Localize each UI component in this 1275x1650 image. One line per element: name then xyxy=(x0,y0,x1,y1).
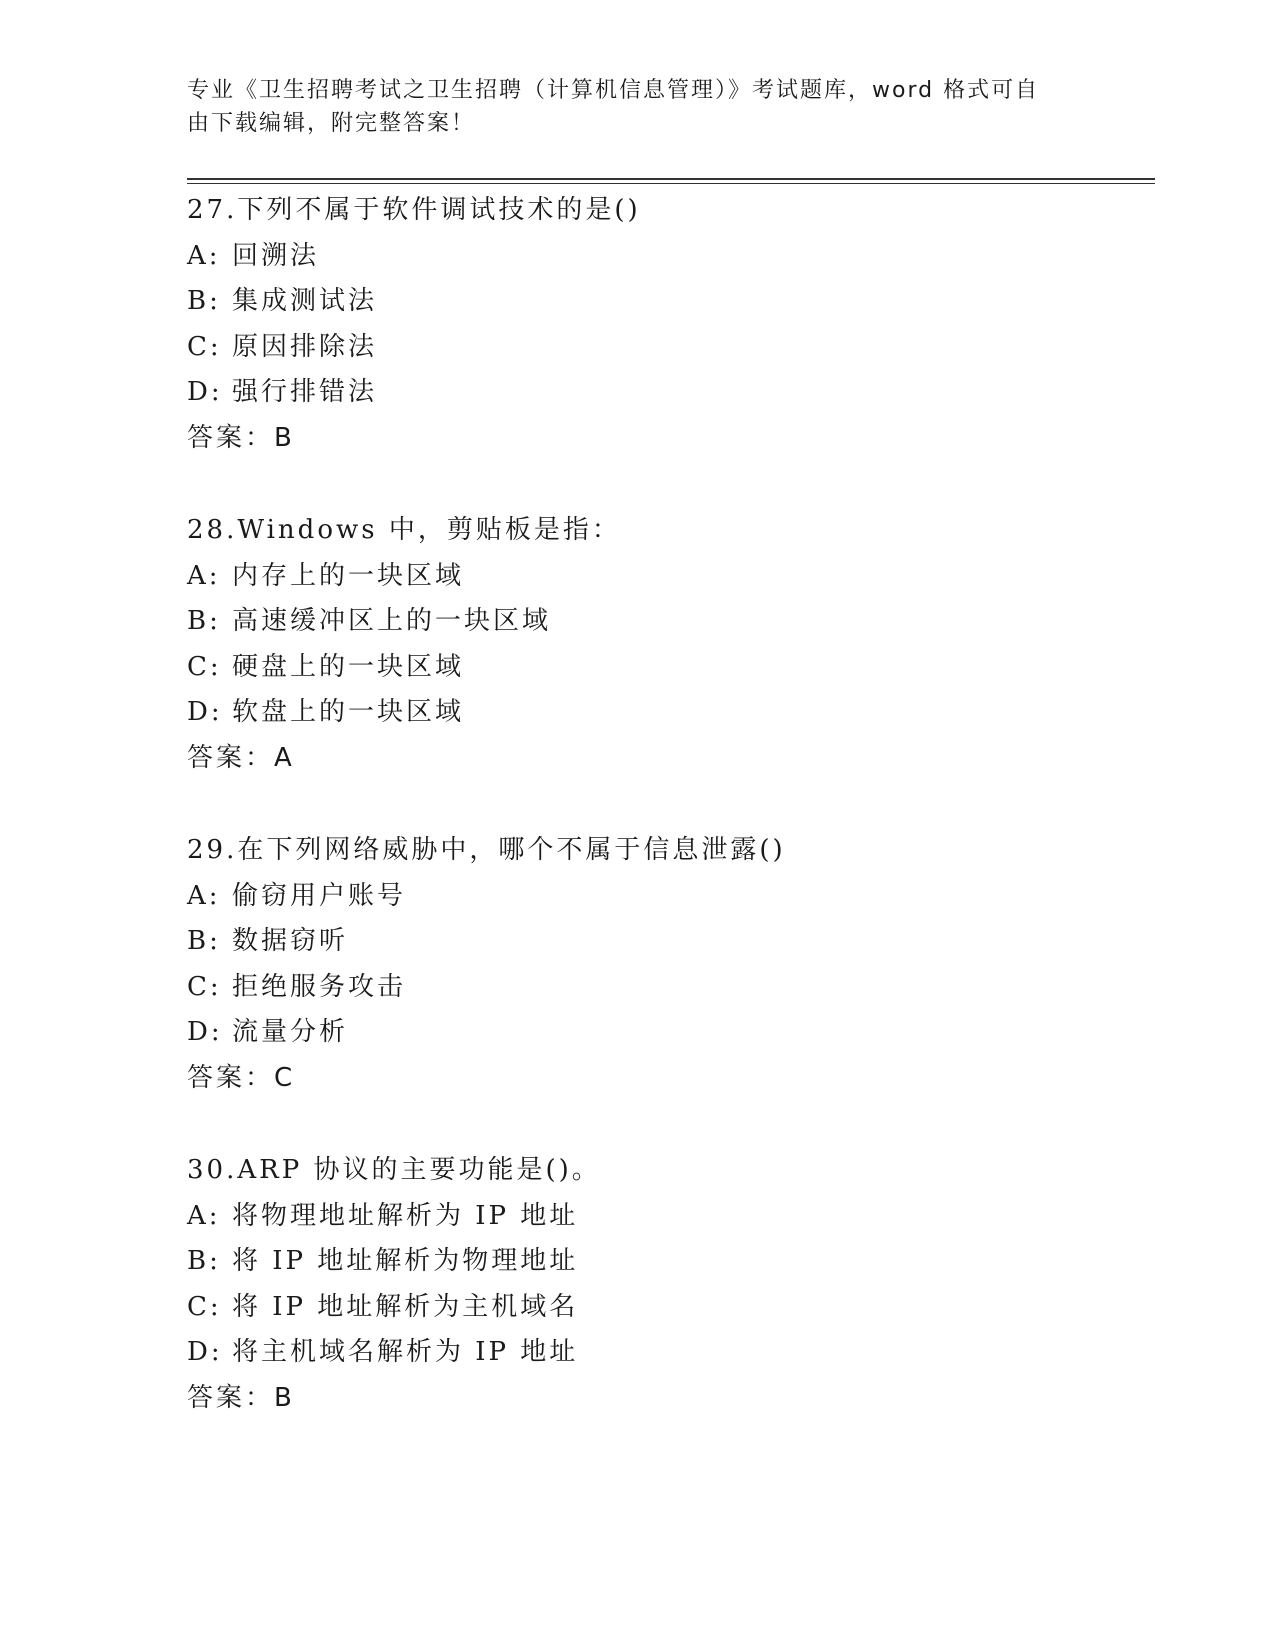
intro-line-2: 由下载编辑，附完整答案！ xyxy=(187,111,476,136)
answer-line: 答案：C xyxy=(187,1062,296,1093)
option-key: A: xyxy=(187,1200,221,1231)
option-key: A: xyxy=(187,880,221,911)
answer-line: 答案：B xyxy=(187,1382,295,1413)
option-b xyxy=(187,599,1155,645)
option-text: 软盘上的一块区域 xyxy=(232,697,465,727)
question-title-text: 27.下列不属于软件调试技术的是() xyxy=(187,195,641,225)
option-b xyxy=(187,1239,1155,1285)
option-key: B: xyxy=(187,926,221,956)
option-text: 将 IP 地址解析为物理地址 xyxy=(232,1246,579,1276)
option-key: A: xyxy=(187,240,221,271)
option-a xyxy=(187,1194,1155,1240)
option-a xyxy=(187,554,1155,600)
option-key: D: xyxy=(187,377,223,407)
option-b xyxy=(187,919,1155,965)
option-c xyxy=(187,965,1155,1011)
option-b xyxy=(187,279,1155,325)
option-text: 拒绝服务攻击 xyxy=(232,971,407,1002)
option-key: D: xyxy=(187,697,223,727)
question-list xyxy=(187,188,1155,1468)
document-intro xyxy=(187,74,1067,140)
question-27 xyxy=(187,188,1155,461)
option-c xyxy=(187,325,1155,371)
option-key: C: xyxy=(187,971,222,1002)
answer-line: 答案：B xyxy=(187,422,295,453)
question-title xyxy=(187,508,1155,554)
option-d xyxy=(187,1010,1155,1056)
question-title xyxy=(187,188,1155,234)
option-text: 将主机域名解析为 IP 地址 xyxy=(232,1337,579,1367)
option-d xyxy=(187,690,1155,736)
option-text: 将物理地址解析为 IP 地址 xyxy=(232,1200,579,1231)
option-text: 硬盘上的一块区域 xyxy=(232,651,465,682)
header-divider-thin xyxy=(187,183,1155,184)
answer-line: 答案：A xyxy=(187,742,295,773)
option-d xyxy=(187,1330,1155,1376)
question-title-text: 29.在下列网络威胁中，哪个不属于信息泄露() xyxy=(187,835,786,865)
question-29 xyxy=(187,828,1155,1101)
option-text: 高速缓冲区上的一块区域 xyxy=(232,606,552,636)
option-key: C: xyxy=(187,651,222,682)
option-text: 流量分析 xyxy=(232,1017,349,1047)
option-key: B: xyxy=(187,606,221,636)
question-title-text: 28.Windows 中，剪贴板是指： xyxy=(187,515,621,545)
option-text: 将 IP 地址解析为主机域名 xyxy=(232,1291,579,1322)
option-text: 强行排错法 xyxy=(232,377,378,407)
question-title xyxy=(187,1148,1155,1194)
option-key: C: xyxy=(187,1291,222,1322)
option-key: D: xyxy=(187,1337,223,1367)
question-28 xyxy=(187,508,1155,781)
option-text: 集成测试法 xyxy=(232,286,378,316)
option-text: 原因排除法 xyxy=(232,331,378,362)
option-a xyxy=(187,874,1155,920)
option-key: C: xyxy=(187,331,222,362)
option-text: 数据窃听 xyxy=(232,926,349,956)
option-key: B: xyxy=(187,1246,221,1276)
option-c xyxy=(187,1285,1155,1331)
question-30 xyxy=(187,1148,1155,1421)
option-text: 回溯法 xyxy=(232,240,320,271)
option-c xyxy=(187,645,1155,691)
question-title-text: 30.ARP 协议的主要功能是()。 xyxy=(187,1155,601,1185)
option-a xyxy=(187,234,1155,280)
option-text: 内存上的一块区域 xyxy=(232,560,465,591)
header-divider-thick xyxy=(187,178,1155,180)
question-title xyxy=(187,828,1155,874)
option-key: A: xyxy=(187,560,221,591)
intro-line-1: 专业《卫生招聘考试之卫生招聘（计算机信息管理）》考试题库，word 格式可自 xyxy=(187,78,1040,103)
option-key: B: xyxy=(187,286,221,316)
option-d xyxy=(187,370,1155,416)
option-key: D: xyxy=(187,1017,223,1047)
option-text: 偷窃用户账号 xyxy=(232,880,407,911)
